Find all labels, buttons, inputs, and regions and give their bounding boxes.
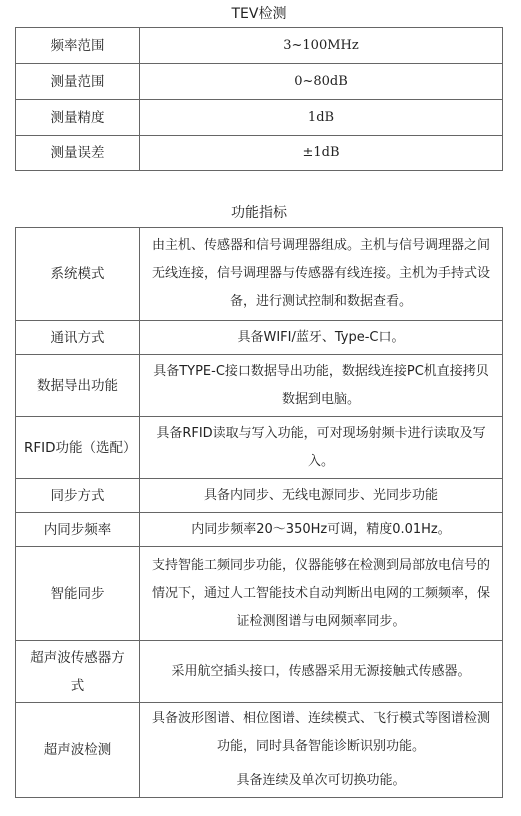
- row-value: 具备波形图谱、相位图谱、连续模式、飞行模式等图谱检测功能，同时具备智能诊断识别功能。: [151, 711, 490, 754]
- row-value: 3~100MHz: [140, 28, 503, 64]
- table-row: [16, 641, 503, 703]
- row-value: 0~80dB: [140, 64, 503, 100]
- row-value-group: [140, 703, 503, 798]
- row-value: 具备TYPE-C接口数据导出功能，数据线连接PC机直接拷贝数据到电脑。: [140, 355, 503, 417]
- row-label: 同步方式: [16, 479, 140, 513]
- table-row: [16, 703, 503, 798]
- row-label: 测量精度: [16, 100, 140, 136]
- row-value: 具备内同步、无线电源同步、光同步功能: [140, 479, 503, 513]
- table-row: [16, 228, 503, 321]
- table-row: [16, 136, 503, 171]
- row-value: 内同步频率20～350Hz可调，精度0.01Hz。: [140, 513, 503, 547]
- table-row: [16, 321, 503, 355]
- table-row: [16, 547, 503, 641]
- row-label: 测量误差: [16, 136, 140, 171]
- row-label: 通讯方式: [16, 321, 140, 355]
- table-row: [16, 479, 503, 513]
- row-value-extra: 具备连续及单次可切换功能。: [236, 773, 406, 788]
- row-label: 频率范围: [16, 28, 140, 64]
- table-row: [16, 100, 503, 136]
- function-section-title: 功能指标: [231, 205, 287, 221]
- table-row: [16, 513, 503, 547]
- table-row: [16, 64, 503, 100]
- row-label: 超声波传感器方式: [16, 641, 140, 703]
- row-label: 智能同步: [16, 547, 140, 641]
- row-value: 1dB: [140, 100, 503, 136]
- row-value: 支持智能工频同步功能，仪器能够在检测到局部放电信号的情况下，通过人工智能技术自动判断出电网的工频频率，保证检测图谱与电网频率同步。: [140, 547, 503, 641]
- row-value: 具备WIFI/蓝牙、Type-C口。: [140, 321, 503, 355]
- row-label: 系统模式: [16, 228, 140, 321]
- row-value: ±1dB: [140, 136, 503, 171]
- row-value: 具备RFID读取与写入功能，可对现场射频卡进行读取及写入。: [140, 417, 503, 479]
- table-row: [16, 355, 503, 417]
- row-label: 超声波检测: [16, 703, 140, 798]
- row-label: 内同步频率: [16, 513, 140, 547]
- row-label: RFID功能（选配）: [16, 417, 140, 479]
- row-label: 数据导出功能: [16, 355, 140, 417]
- table-row: [16, 417, 503, 479]
- function-spec-table: [15, 227, 503, 798]
- tev-spec-table: [15, 27, 503, 171]
- row-label: 测量范围: [16, 64, 140, 100]
- row-value: 采用航空插头接口，传感器采用无源接触式传感器。: [140, 641, 503, 703]
- table-row: [16, 28, 503, 64]
- tev-section-title: TEV检测: [231, 6, 287, 22]
- row-value: 由主机、传感器和信号调理器组成。主机与信号调理器之间无线连接，信号调理器与传感器有线连接。主机为手持式设备，进行测试控制和数据查看。: [140, 228, 503, 321]
